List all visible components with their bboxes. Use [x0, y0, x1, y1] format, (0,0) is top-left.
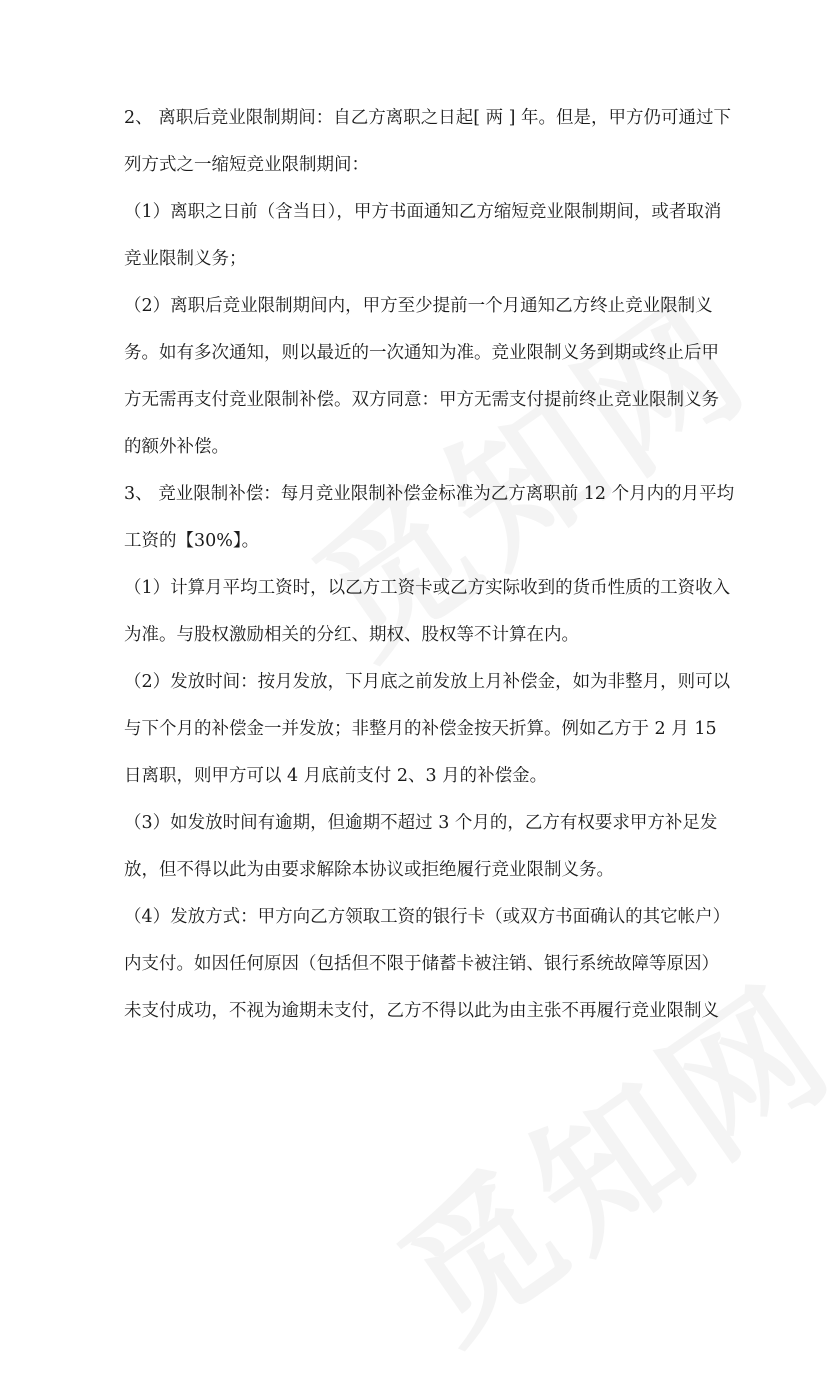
text-line: 工资的【30%】。 — [124, 531, 260, 551]
text-line: （1）离职之日前（含当日），甲方书面通知乙方缩短竞业限制期间，或者取消 — [124, 202, 722, 222]
text-line: 的额外补偿。 — [124, 437, 229, 457]
watermark — [351, 927, 830, 1379]
text-line: 未支付成功，不视为逾期未支付，乙方不得以此为由主张不再履行竞业限制义 — [124, 1001, 719, 1021]
text-line: （2）离职后竞业限制期间内，甲方至少提前一个月通知乙方终止竞业限制义 — [124, 296, 713, 316]
text-line: 与下个月的补偿金一并发放；非整月的补偿金按天折算。例如乙方于 2 月 15 — [124, 719, 717, 739]
text-line: （4）发放方式：甲方向乙方领取工资的银行卡（或双方书面确认的其它帐户） — [124, 907, 731, 927]
text-line: （3）如发放时间有逾期，但逾期不超过 3 个月的，乙方有权要求甲方补足发 — [124, 813, 718, 833]
text-line: 3、 竞业限制补偿：每月竞业限制补偿金标准为乙方离职前 12 个月内的月平均 — [124, 484, 735, 504]
text-line: 2、 离职后竞业限制期间：自乙方离职之日起[ 两 ] 年。但是，甲方仍可通过下 — [124, 108, 732, 128]
text-line: 日离职，则甲方可以 4 月底前支付 2、3 月的补偿金。 — [124, 766, 548, 786]
text-line: 放，但不得以此为由要求解除本协议或拒绝履行竞业限制义务。 — [124, 860, 614, 880]
text-line: 为准。与股权激励相关的分红、期权、股权等不计算在内。 — [124, 625, 579, 645]
text-line: 列方式之一缩短竞业限制期间： — [124, 155, 369, 175]
text-line: 方无需再支付竞业限制补偿。双方同意：甲方无需支付提前终止竞业限制义务 — [124, 390, 719, 410]
text-line: （1）计算月平均工资时，以乙方工资卡或乙方实际收到的货币性质的工资收入 — [124, 578, 731, 598]
text-line: 务。如有多次通知，则以最近的一次通知为准。竞业限制义务到期或终止后甲 — [124, 343, 719, 363]
text-line: （2）发放时间：按月发放，下月底之前发放上月补偿金，如为非整月，则可以 — [124, 672, 731, 692]
text-line: 内支付。如因任何原因（包括但不限于储蓄卡被注销、银行系统故障等原因） — [124, 954, 719, 974]
text-line: 竞业限制义务； — [124, 249, 247, 269]
